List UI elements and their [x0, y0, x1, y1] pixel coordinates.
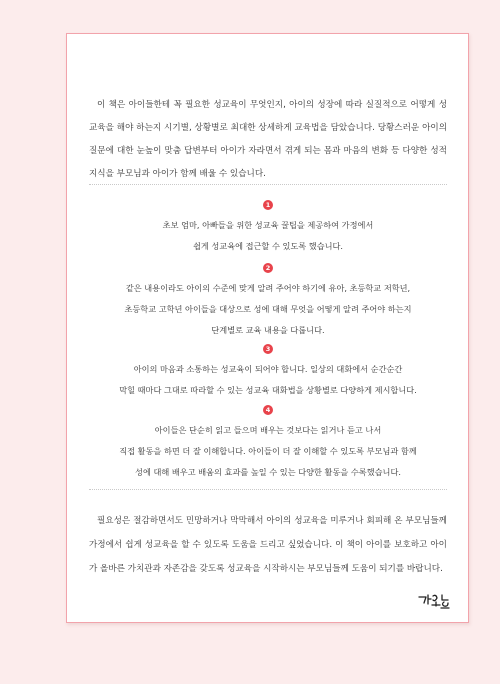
feature-item-4 — [89, 405, 447, 483]
book-page — [66, 33, 469, 623]
feature-line: 아이의 마음과 소통하는 성교육이 되어야 합니다. 일상의 대화에서 순간순간 — [133, 364, 403, 374]
feature-item-1 — [89, 200, 447, 257]
outro-paragraph — [89, 509, 447, 581]
divider-bottom — [89, 489, 447, 490]
author-signature — [417, 591, 451, 611]
number-badge-2: 2 — [263, 263, 273, 273]
number-badge-3: 3 — [263, 344, 273, 354]
feature-line: 단계별로 교육 내용을 다룹니다. — [211, 325, 325, 335]
feature-line: 같은 내용이라도 아이의 수준에 맞게 알려 주어야 하기에 유아, 초등학교 저학년, — [125, 283, 411, 293]
feature-line: 직접 활동을 하면 더 잘 이해합니다. 아이들이 더 잘 이해할 수 있도록 부모님과 함께 — [119, 446, 417, 456]
feature-item-2 — [89, 263, 447, 341]
feature-line: 아이들은 단순히 읽고 들으며 배우는 것보다는 읽거나 듣고 나서 — [154, 425, 382, 435]
feature-line: 성에 대해 배우고 배움의 효과를 높일 수 있는 다양한 활동을 수록했습니다. — [135, 467, 401, 477]
feature-line: 쉽게 성교육에 접근할 수 있도록 했습니다. — [192, 241, 344, 251]
feature-line: 초등학교 고학년 아이들을 대상으로 성에 대해 무엇을 어떻게 알려 주어야 하는지 — [124, 304, 412, 314]
feature-line: 초보 엄마, 아빠들을 위한 성교육 꿀팁을 제공하여 가정에서 — [162, 220, 374, 230]
feature-line: 막힐 때마다 그대로 따라할 수 있는 성교육 대화법을 상황별로 다양하게 제시합니다. — [119, 385, 417, 395]
number-badge-4: 4 — [263, 405, 273, 415]
divider-top — [89, 184, 447, 185]
outro-text: 필요성은 절감하면서도 민망하거나 막막해서 아이의 성교육을 미루거나 회피해 온 부모님들께 가정에서 쉽게 성교육을 할 수 있도록 도움을 드리고 싶었습니다. 이 책이 아이를 보호하고 아이가 올바른 가치관과 자존감을 갖도록 성교육을 시작하시는 부모님들께 도움이 되기를 바랍니다. — [89, 516, 447, 574]
intro-paragraph — [89, 94, 447, 186]
number-badge-1: 1 — [263, 200, 273, 210]
intro-text: 이 책은 아이들한테 꼭 필요한 성교육이 무엇인지, 아이의 성장에 따라 실질적으로 어떻게 성교육을 해야 하는지 시기별, 상황별로 최대한 상세하게 교육법을 담았습니다. 당황스러운 아이의 질문에 대한 눈높이 맞춤 답변부터 아이가 자라면서 겪게 되는 몸과 마음의 변화 등 다양한 성적 지식을 부모님과 아이가 함께 배울 수 있습니다. — [89, 100, 447, 179]
feature-item-3 — [89, 344, 447, 401]
